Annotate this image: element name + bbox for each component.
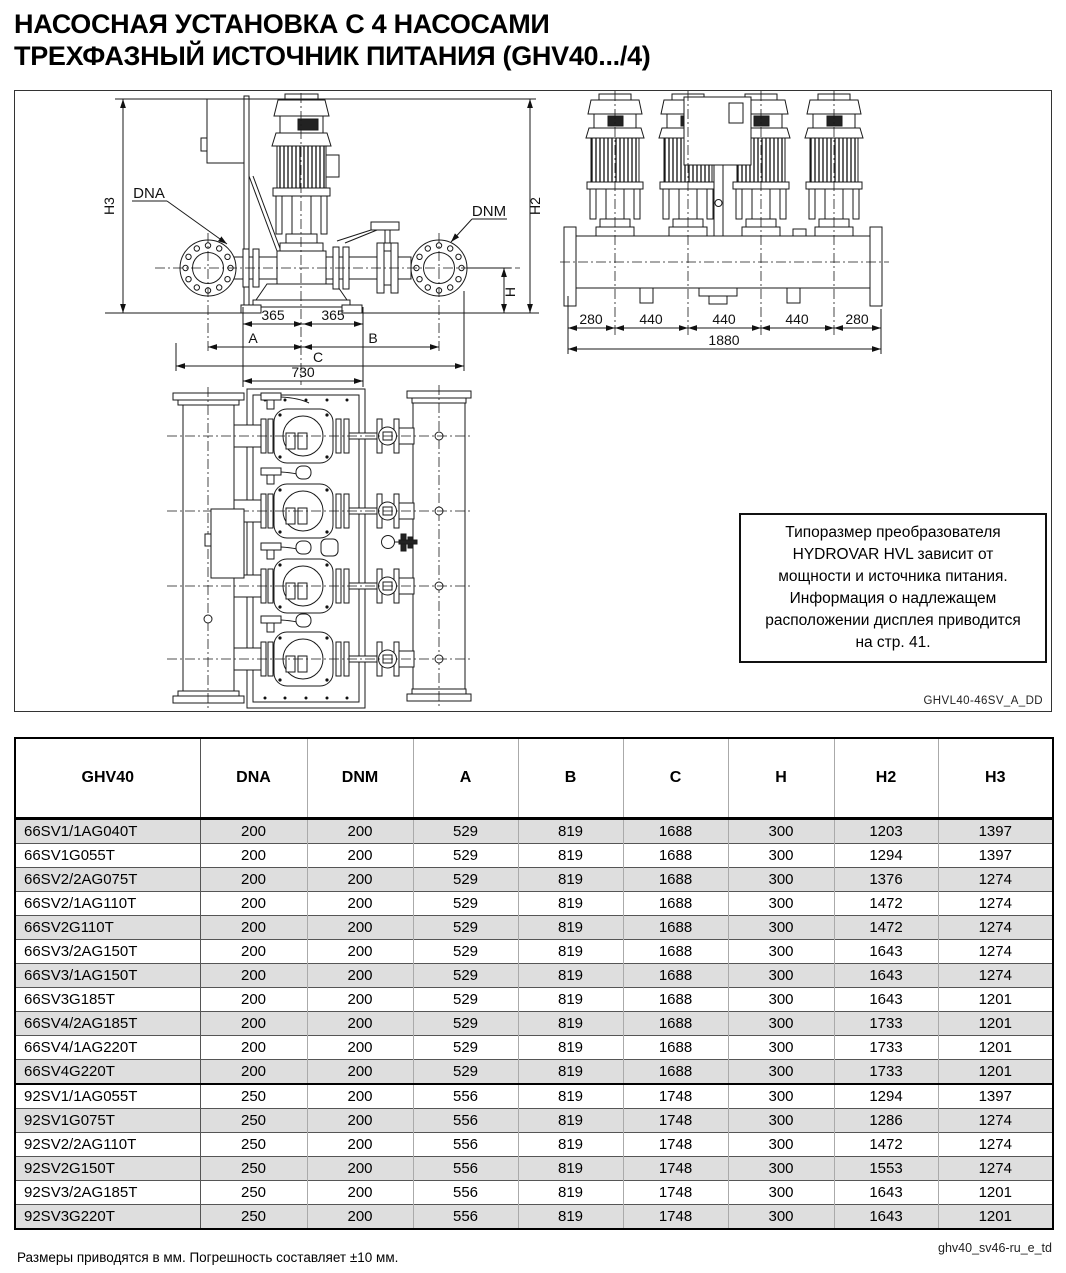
value-cell: 1472 xyxy=(834,892,938,916)
value-cell: 200 xyxy=(200,1036,307,1060)
value-cell: 300 xyxy=(728,1084,834,1109)
value-cell: 200 xyxy=(200,916,307,940)
model-cell: 66SV1/1AG040T xyxy=(15,819,200,844)
value-cell: 1201 xyxy=(938,1181,1053,1205)
value-cell: 1201 xyxy=(938,1012,1053,1036)
value-cell: 200 xyxy=(307,1084,413,1109)
value-cell: 300 xyxy=(728,1109,834,1133)
technical-drawing xyxy=(14,90,1052,712)
table-row xyxy=(15,844,1053,868)
value-cell: 200 xyxy=(200,868,307,892)
value-cell: 819 xyxy=(518,988,623,1012)
dim-440-2: 440 xyxy=(712,311,736,327)
value-cell: 200 xyxy=(307,1133,413,1157)
value-cell: 819 xyxy=(518,892,623,916)
table-row xyxy=(15,940,1053,964)
table-row xyxy=(15,868,1053,892)
value-cell: 200 xyxy=(200,819,307,844)
value-cell: 1643 xyxy=(834,1181,938,1205)
value-cell: 1294 xyxy=(834,1084,938,1109)
value-cell: 200 xyxy=(307,892,413,916)
value-cell: 819 xyxy=(518,1157,623,1181)
value-cell: 200 xyxy=(307,916,413,940)
value-cell: 300 xyxy=(728,1133,834,1157)
title-line-2: ТРЕХФАЗНЫЙ ИСТОЧНИК ПИТАНИЯ (GHV40.../4) xyxy=(14,41,651,72)
note-line: Информация о надлежащем xyxy=(789,590,997,607)
value-cell: 1688 xyxy=(623,819,728,844)
value-cell: 1748 xyxy=(623,1181,728,1205)
header-ghv40: GHV40 xyxy=(15,738,200,819)
model-cell: 92SV1/1AG055T xyxy=(15,1084,200,1109)
model-cell: 66SV1G055T xyxy=(15,844,200,868)
value-cell: 200 xyxy=(200,1012,307,1036)
value-cell: 300 xyxy=(728,892,834,916)
dim-365-right: 365 xyxy=(321,307,345,323)
table-row xyxy=(15,1036,1053,1060)
dim-label-h3: H3 xyxy=(101,197,117,215)
dim-label-c: C xyxy=(312,349,324,365)
dim-label-h2: H2 xyxy=(527,197,543,215)
value-cell: 1274 xyxy=(938,1157,1053,1181)
model-cell: 66SV3/2AG150T xyxy=(15,940,200,964)
value-cell: 819 xyxy=(518,844,623,868)
value-cell: 300 xyxy=(728,1181,834,1205)
value-cell: 300 xyxy=(728,1060,834,1085)
value-cell: 200 xyxy=(307,868,413,892)
table-row xyxy=(15,1012,1053,1036)
value-cell: 1553 xyxy=(834,1157,938,1181)
value-cell: 1688 xyxy=(623,964,728,988)
model-cell: 92SV3G220T xyxy=(15,1205,200,1230)
value-cell: 1201 xyxy=(938,1036,1053,1060)
value-cell: 1203 xyxy=(834,819,938,844)
value-cell: 1472 xyxy=(834,916,938,940)
value-cell: 529 xyxy=(413,892,518,916)
title-line-1: НАСОСНАЯ УСТАНОВКА С 4 НАСОСАМИ xyxy=(14,9,550,39)
dim-365-left: 365 xyxy=(261,307,285,323)
model-cell: 66SV4/2AG185T xyxy=(15,1012,200,1036)
value-cell: 1274 xyxy=(938,892,1053,916)
note-line: расположении дисплея приводится xyxy=(765,612,1021,629)
value-cell: 1643 xyxy=(834,940,938,964)
dim-730: 730 xyxy=(291,364,315,380)
value-cell: 1688 xyxy=(623,1060,728,1085)
value-cell: 1748 xyxy=(623,1205,728,1230)
value-cell: 1472 xyxy=(834,1133,938,1157)
value-cell: 819 xyxy=(518,1205,623,1230)
value-cell: 1733 xyxy=(834,1060,938,1085)
value-cell: 300 xyxy=(728,868,834,892)
value-cell: 200 xyxy=(200,940,307,964)
value-cell: 819 xyxy=(518,940,623,964)
dim-label-h: H xyxy=(502,286,518,298)
model-cell: 66SV2/1AG110T xyxy=(15,892,200,916)
value-cell: 250 xyxy=(200,1157,307,1181)
value-cell: 300 xyxy=(728,1157,834,1181)
value-cell: 556 xyxy=(413,1157,518,1181)
value-cell: 250 xyxy=(200,1109,307,1133)
table-row xyxy=(15,964,1053,988)
model-cell: 92SV3/2AG185T xyxy=(15,1181,200,1205)
value-cell: 200 xyxy=(200,892,307,916)
value-cell: 1688 xyxy=(623,940,728,964)
header-c: C xyxy=(623,738,728,819)
value-cell: 1688 xyxy=(623,844,728,868)
value-cell: 300 xyxy=(728,940,834,964)
value-cell: 819 xyxy=(518,1181,623,1205)
value-cell: 529 xyxy=(413,819,518,844)
model-cell: 66SV3/1AG150T xyxy=(15,964,200,988)
value-cell: 200 xyxy=(307,1157,413,1181)
header-h2: H2 xyxy=(834,738,938,819)
footer-note: Размеры приводятся в мм. Погрешность составляет ±10 мм. xyxy=(17,1250,399,1265)
note-line: HYDROVAR HVL зависит от xyxy=(792,546,994,563)
table-row xyxy=(15,1133,1053,1157)
table-row xyxy=(15,1157,1053,1181)
dim-280-left: 280 xyxy=(579,311,603,327)
table-row xyxy=(15,1109,1053,1133)
value-cell: 200 xyxy=(307,1181,413,1205)
value-cell: 1688 xyxy=(623,988,728,1012)
model-cell: 92SV2G150T xyxy=(15,1157,200,1181)
value-cell: 250 xyxy=(200,1181,307,1205)
value-cell: 300 xyxy=(728,1205,834,1230)
value-cell: 529 xyxy=(413,988,518,1012)
value-cell: 250 xyxy=(200,1133,307,1157)
value-cell: 819 xyxy=(518,916,623,940)
value-cell: 556 xyxy=(413,1084,518,1109)
value-cell: 819 xyxy=(518,1060,623,1085)
note-line: мощности и источника питания. xyxy=(778,568,1008,585)
value-cell: 529 xyxy=(413,940,518,964)
value-cell: 1397 xyxy=(938,844,1053,868)
value-cell: 300 xyxy=(728,1036,834,1060)
value-cell: 1286 xyxy=(834,1109,938,1133)
value-cell: 300 xyxy=(728,988,834,1012)
value-cell: 1748 xyxy=(623,1133,728,1157)
value-cell: 819 xyxy=(518,819,623,844)
model-cell: 66SV2/2AG075T xyxy=(15,868,200,892)
value-cell: 1274 xyxy=(938,916,1053,940)
dim-label-dnm: DNM xyxy=(471,203,507,220)
note-line: Типоразмер преобразователя xyxy=(785,524,1001,541)
header-h3: H3 xyxy=(938,738,1053,819)
header-b: B xyxy=(518,738,623,819)
doc-id: ghv40_sv46-ru_e_td xyxy=(938,1241,1052,1255)
dim-1880: 1880 xyxy=(708,332,740,348)
value-cell: 1274 xyxy=(938,1133,1053,1157)
value-cell: 556 xyxy=(413,1181,518,1205)
header-dnm: DNM xyxy=(307,738,413,819)
value-cell: 300 xyxy=(728,916,834,940)
table-row xyxy=(15,1181,1053,1205)
side-view xyxy=(101,93,543,387)
value-cell: 300 xyxy=(728,844,834,868)
value-cell: 1274 xyxy=(938,940,1053,964)
value-cell: 819 xyxy=(518,1133,623,1157)
value-cell: 200 xyxy=(307,1205,413,1230)
value-cell: 200 xyxy=(307,940,413,964)
value-cell: 200 xyxy=(307,964,413,988)
header-dna: DNA xyxy=(200,738,307,819)
value-cell: 819 xyxy=(518,964,623,988)
value-cell: 250 xyxy=(200,1084,307,1109)
value-cell: 1397 xyxy=(938,1084,1053,1109)
value-cell: 1201 xyxy=(938,1205,1053,1230)
value-cell: 1748 xyxy=(623,1157,728,1181)
value-cell: 200 xyxy=(307,844,413,868)
value-cell: 300 xyxy=(728,1012,834,1036)
value-cell: 300 xyxy=(728,819,834,844)
value-cell: 200 xyxy=(307,1036,413,1060)
value-cell: 200 xyxy=(307,819,413,844)
value-cell: 200 xyxy=(307,1109,413,1133)
value-cell: 200 xyxy=(200,964,307,988)
value-cell: 529 xyxy=(413,964,518,988)
header-h: H xyxy=(728,738,834,819)
plan-view xyxy=(167,385,473,709)
model-cell: 66SV2G110T xyxy=(15,916,200,940)
table-row xyxy=(15,1060,1053,1085)
table-row xyxy=(15,916,1053,940)
value-cell: 1748 xyxy=(623,1084,728,1109)
value-cell: 529 xyxy=(413,1036,518,1060)
value-cell: 200 xyxy=(200,1060,307,1085)
value-cell: 556 xyxy=(413,1205,518,1230)
hydrovar-note-box xyxy=(739,513,1047,663)
value-cell: 200 xyxy=(307,1060,413,1085)
value-cell: 1274 xyxy=(938,964,1053,988)
value-cell: 1688 xyxy=(623,916,728,940)
value-cell: 1643 xyxy=(834,1205,938,1230)
value-cell: 819 xyxy=(518,1036,623,1060)
value-cell: 1733 xyxy=(834,1036,938,1060)
value-cell: 200 xyxy=(307,1012,413,1036)
value-cell: 200 xyxy=(200,988,307,1012)
value-cell: 529 xyxy=(413,916,518,940)
model-cell: 66SV3G185T xyxy=(15,988,200,1012)
table-body xyxy=(15,819,1053,1230)
value-cell: 300 xyxy=(728,964,834,988)
drawing-code: GHVL40-46SV_A_DD xyxy=(923,695,1043,707)
dim-label-a: A xyxy=(248,330,258,346)
value-cell: 250 xyxy=(200,1205,307,1230)
value-cell: 819 xyxy=(518,1109,623,1133)
table-row xyxy=(15,1205,1053,1230)
header-a: A xyxy=(413,738,518,819)
value-cell: 1643 xyxy=(834,964,938,988)
dim-label-dna: DNA xyxy=(133,185,165,202)
value-cell: 1201 xyxy=(938,988,1053,1012)
value-cell: 1397 xyxy=(938,819,1053,844)
value-cell: 1748 xyxy=(623,1109,728,1133)
value-cell: 819 xyxy=(518,1012,623,1036)
value-cell: 1733 xyxy=(834,1012,938,1036)
table-row xyxy=(15,1084,1053,1109)
table-row xyxy=(15,988,1053,1012)
value-cell: 556 xyxy=(413,1133,518,1157)
value-cell: 1294 xyxy=(834,844,938,868)
page-title xyxy=(14,8,651,73)
value-cell: 529 xyxy=(413,844,518,868)
dim-280-right: 280 xyxy=(845,311,869,327)
value-cell: 556 xyxy=(413,1109,518,1133)
note-line: на стр. 41. xyxy=(855,634,931,651)
value-cell: 1688 xyxy=(623,868,728,892)
table-header-row xyxy=(15,738,1053,819)
table-row xyxy=(15,819,1053,844)
dim-label-b: B xyxy=(368,330,378,346)
model-cell: 66SV4/1AG220T xyxy=(15,1036,200,1060)
dim-440-1: 440 xyxy=(639,311,663,327)
table-row xyxy=(15,892,1053,916)
value-cell: 819 xyxy=(518,868,623,892)
value-cell: 819 xyxy=(518,1084,623,1109)
front-view xyxy=(560,91,889,354)
value-cell: 200 xyxy=(200,844,307,868)
value-cell: 1274 xyxy=(938,1109,1053,1133)
value-cell: 1643 xyxy=(834,988,938,1012)
model-cell: 92SV1G075T xyxy=(15,1109,200,1133)
model-cell: 66SV4G220T xyxy=(15,1060,200,1085)
value-cell: 1688 xyxy=(623,1036,728,1060)
dim-440-3: 440 xyxy=(785,311,809,327)
value-cell: 1376 xyxy=(834,868,938,892)
value-cell: 529 xyxy=(413,1060,518,1085)
value-cell: 1201 xyxy=(938,1060,1053,1085)
model-cell: 92SV2/2AG110T xyxy=(15,1133,200,1157)
value-cell: 529 xyxy=(413,868,518,892)
value-cell: 1688 xyxy=(623,892,728,916)
value-cell: 200 xyxy=(307,988,413,1012)
value-cell: 1274 xyxy=(938,868,1053,892)
dimensions-table xyxy=(14,737,1054,1230)
value-cell: 529 xyxy=(413,1012,518,1036)
value-cell: 1688 xyxy=(623,1012,728,1036)
